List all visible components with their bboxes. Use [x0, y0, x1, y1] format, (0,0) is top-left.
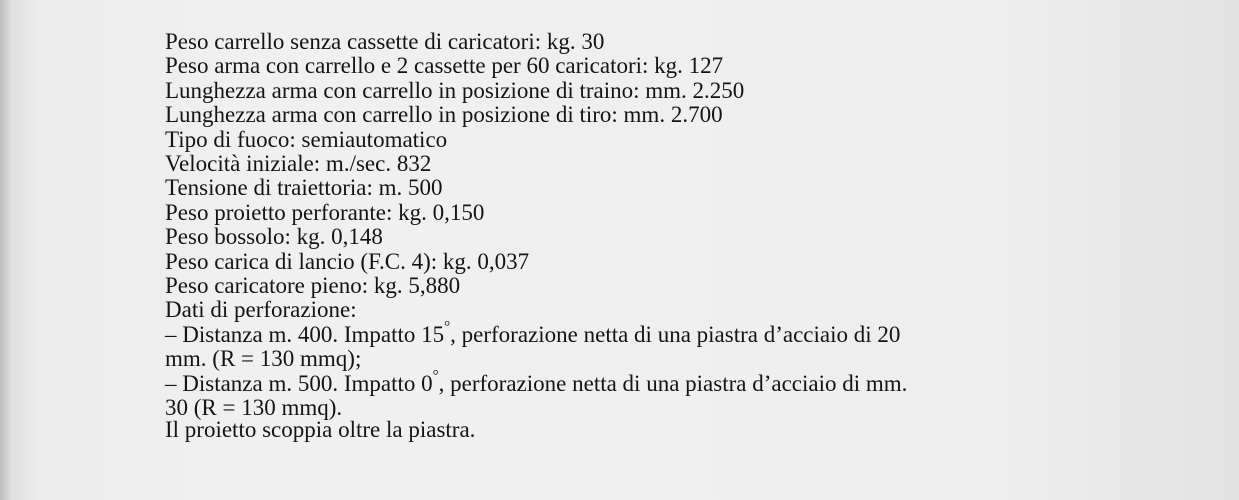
document-text [165, 29, 1185, 442]
spec-line: Dati di perforazione: [165, 297, 357, 323]
spec-line: Velocità iniziale: m./sec. 832 [165, 151, 432, 177]
perforation-continuation: mm. (R = 130 mmq); [165, 346, 362, 372]
spec-line: Peso carrello senza cassette di caricatori: kg. 30 [165, 29, 605, 54]
perforation-text: , perforazione netta di una piastra d’acciaio di mm. [438, 370, 908, 396]
degree-symbol: ° [432, 367, 439, 384]
spec-line: Peso arma con carrello e 2 cassette per 60 caricatori: kg. 127 [165, 53, 724, 79]
perforation-continuation: 30 (R = 130 mmq). [165, 395, 343, 421]
spec-line: Lunghezza arma con carrello in posizione di traino: mm. 2.250 [165, 77, 745, 103]
perforation-item [165, 318, 1185, 347]
spec-line: Peso bossolo: kg. 0,148 [165, 224, 383, 250]
perforation-text: – Distanza m. 500. Impatto 0 [165, 370, 433, 396]
perforation-item [165, 367, 1185, 396]
spec-line: Tensione di traiettoria: m. 500 [165, 175, 443, 201]
cutoff-text: Il proietto scoppia oltre la piastra. [165, 416, 476, 442]
spec-line: Peso carica di lancio (F.C. 4): kg. 0,037 [165, 248, 530, 274]
degree-symbol: ° [444, 318, 451, 335]
cutoff-line [165, 416, 1185, 442]
perforation-text: – Distanza m. 400. Impatto 15 [165, 321, 445, 347]
spec-line: Lunghezza arma con carrello in posizione di tiro: mm. 2.700 [165, 102, 723, 128]
spec-line: Peso caricatore pieno: kg. 5,880 [165, 273, 461, 299]
perforation-text: , perforazione netta di una piastra d’acciaio di 20 [450, 321, 901, 347]
spec-line: Peso proietto perforante: kg. 0,150 [165, 199, 485, 225]
spec-line: Tipo di fuoco: semiautomatico [165, 126, 448, 152]
page-edge [0, 0, 14, 500]
